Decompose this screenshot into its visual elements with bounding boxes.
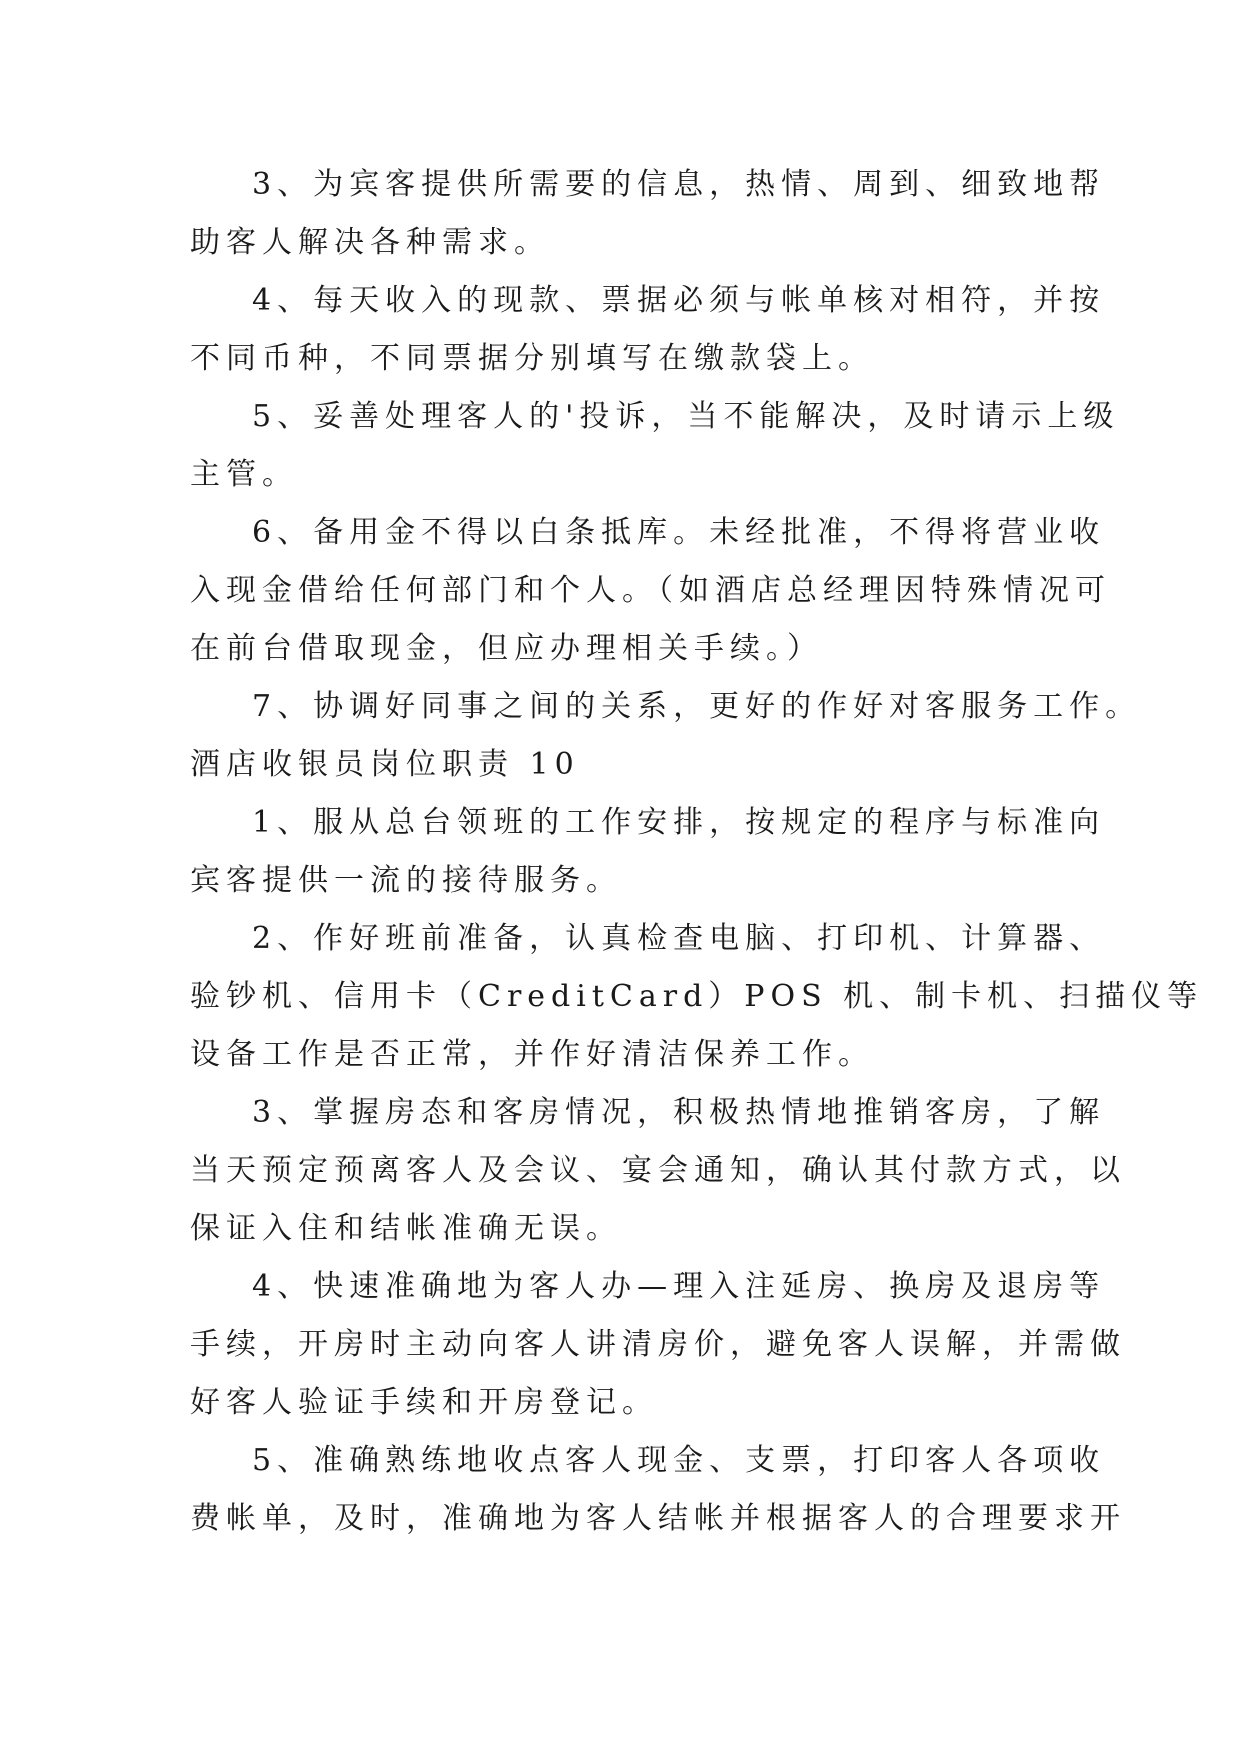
paragraph-line: 宾客提供一流的接待服务。 xyxy=(190,863,622,898)
paragraph-line: 设备工作是否正常，并作好清洁保养工作。 xyxy=(190,1037,874,1072)
paragraph-line: 7、协调好同事之间的关系，更好的作好对客服务工作。 xyxy=(252,689,1142,724)
paragraph-line: 助客人解决各种需求。 xyxy=(190,225,550,260)
paragraph-line: 6、备用金不得以白条抵库。未经批准，不得将营业收 xyxy=(252,515,1106,550)
paragraph-line: 5、妥善处理客人的'投诉，当不能解决，及时请示上级 xyxy=(252,399,1120,434)
paragraph-line: 费帐单，及时，准确地为客人结帐并根据客人的合理要求开 xyxy=(190,1501,1126,1536)
paragraph-line: 入现金借给任何部门和个人。（如酒店总经理因特殊情况可 xyxy=(190,573,1111,608)
paragraph-line: 4、每天收入的现款、票据必须与帐单核对相符，并按 xyxy=(252,283,1106,318)
paragraph-line: 3、掌握房态和客房情况，积极热情地推销客房，了解 xyxy=(252,1095,1106,1130)
paragraph-line: 当天预定预离客人及会议、宴会通知，确认其付款方式，以 xyxy=(190,1153,1126,1188)
paragraph-line: 不同币种，不同票据分别填写在缴款袋上。 xyxy=(190,341,874,376)
paragraph-line: 5、准确熟练地收点客人现金、支票，打印客人各项收 xyxy=(252,1443,1106,1478)
paragraph-line: 保证入住和结帐准确无误。 xyxy=(190,1211,622,1246)
paragraph-line: 3、为宾客提供所需要的信息，热情、周到、细致地帮 xyxy=(252,167,1106,202)
paragraph-line: 4、快速准确地为客人办—理入注延房、换房及退房等 xyxy=(252,1269,1106,1304)
paragraph-line: 1、服从总台领班的工作安排，按规定的程序与标准向 xyxy=(252,805,1106,840)
paragraph-line: 主管。 xyxy=(190,457,298,492)
paragraph-line: 好客人验证手续和开房登记。 xyxy=(190,1385,658,1420)
paragraph-line: 手续，开房时主动向客人讲清房价，避免客人误解，并需做 xyxy=(190,1327,1126,1362)
paragraph-line: 在前台借取现金，但应办理相关手续。） xyxy=(190,631,823,666)
section-heading: 酒店收银员岗位职责 10 xyxy=(190,747,580,782)
paragraph-line: 验钞机、信用卡（CreditCard）POS 机、制卡机、扫描仪等 xyxy=(190,979,1204,1014)
paragraph-line: 2、作好班前准备，认真检查电脑、打印机、计算器、 xyxy=(252,921,1106,956)
